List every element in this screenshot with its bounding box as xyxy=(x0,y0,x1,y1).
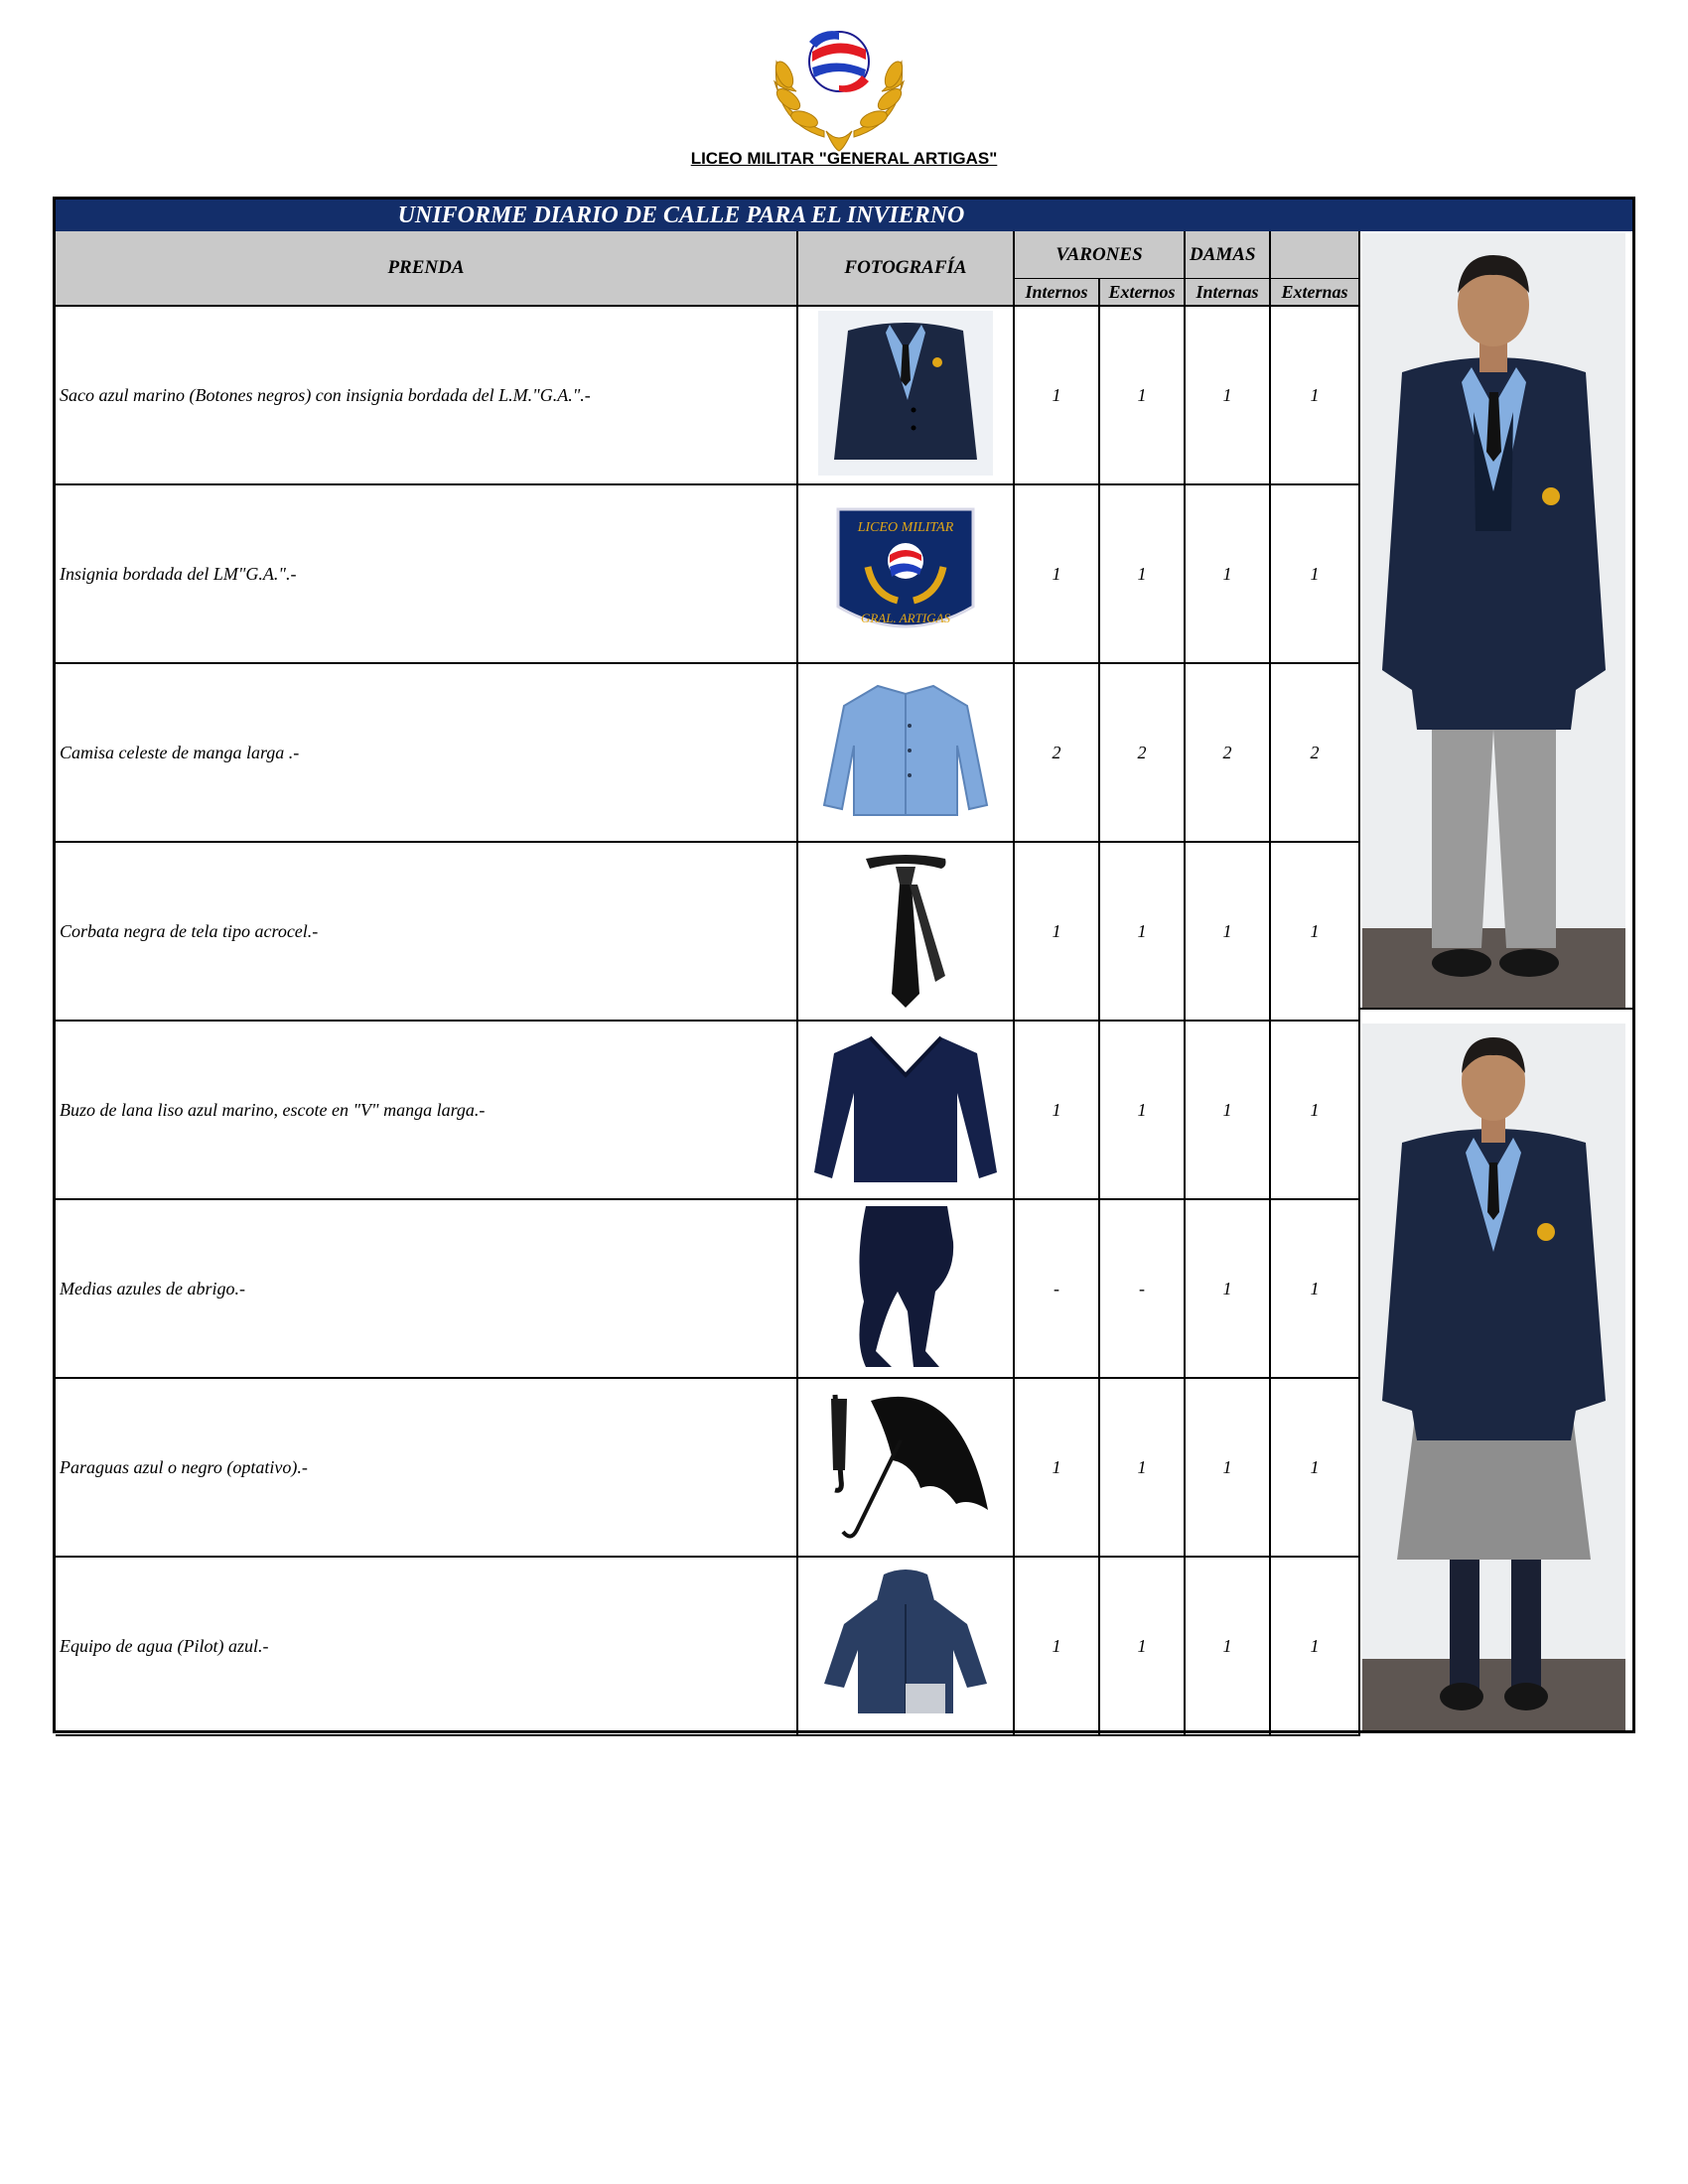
cell-damas-externas: 1 xyxy=(1271,485,1360,664)
cell-varones-internos: - xyxy=(1015,1200,1100,1379)
cell-prenda: Insignia bordada del LM"G.A.".- xyxy=(56,485,798,664)
table-title: UNIFORME DIARIO DE CALLE PARA EL INVIERNO xyxy=(397,203,965,228)
cell-prenda: Buzo de lana liso azul marino, escote en "V" manga larga.- xyxy=(56,1022,798,1200)
cell-varones-internos: 1 xyxy=(1015,1558,1100,1736)
cell-damas-internas: 1 xyxy=(1186,1558,1271,1736)
badge-top-text: LICEO MILITAR xyxy=(857,519,954,535)
cell-varones-externos: 1 xyxy=(1100,307,1186,485)
cell-damas-internas: 1 xyxy=(1186,1022,1271,1200)
school-logo xyxy=(765,20,914,154)
cell-damas-internas: 1 xyxy=(1186,485,1271,664)
cell-varones-externos: 2 xyxy=(1100,664,1186,843)
col-header-fotografia: FOTOGRAFÍA xyxy=(798,231,1015,307)
cell-damas-externas: 1 xyxy=(1271,1558,1360,1736)
cell-varones-internos: 1 xyxy=(1015,485,1100,664)
cell-damas-externas: 1 xyxy=(1271,1379,1360,1558)
table-frame xyxy=(53,197,1635,1733)
cell-damas-externas: 1 xyxy=(1271,307,1360,485)
school-name: LICEO MILITAR "GENERAL ARTIGAS" xyxy=(690,149,998,168)
cell-prenda: Paraguas azul o negro (optativo).- xyxy=(56,1379,798,1558)
cell-varones-externos: 1 xyxy=(1100,1022,1186,1200)
cell-damas-internas: 1 xyxy=(1186,843,1271,1022)
cell-varones-externos: 1 xyxy=(1100,1379,1186,1558)
cell-varones-externos: 1 xyxy=(1100,485,1186,664)
cell-varones-externos: 1 xyxy=(1100,843,1186,1022)
cell-varones-internos: 1 xyxy=(1015,1022,1100,1200)
subheader-varones-externos: Externos xyxy=(1100,279,1186,307)
subheader-varones-internos: Internos xyxy=(1015,279,1100,307)
cell-damas-internas: 1 xyxy=(1186,1200,1271,1379)
cell-damas-externas: 1 xyxy=(1271,843,1360,1022)
cell-damas-internas: 1 xyxy=(1186,307,1271,485)
cell-prenda: Equipo de agua (Pilot) azul.- xyxy=(56,1558,798,1736)
subheader-damas-internas: Internas xyxy=(1186,279,1271,307)
badge-bottom-text: GRAL. ARTIGAS xyxy=(860,610,951,625)
cell-damas-externas: 1 xyxy=(1271,1200,1360,1379)
cell-damas-internas: 1 xyxy=(1186,1379,1271,1558)
subheader-damas-externas: Externas xyxy=(1271,279,1360,307)
cell-varones-internos: 1 xyxy=(1015,1379,1100,1558)
cell-prenda: Saco azul marino (Botones negros) con insignia bordada del L.M."G.A.".- xyxy=(56,307,798,485)
col-header-prenda: PRENDA xyxy=(56,231,798,307)
col-header-varones: VARONES xyxy=(1015,231,1186,279)
cell-damas-internas: 2 xyxy=(1186,664,1271,843)
col-header-damas: DAMAS xyxy=(1186,231,1271,279)
cell-prenda: Medias azules de abrigo.- xyxy=(56,1200,798,1379)
cell-damas-externas: 1 xyxy=(1271,1022,1360,1200)
cell-varones-internos: 2 xyxy=(1015,664,1100,843)
cell-varones-externos: 1 xyxy=(1100,1558,1186,1736)
cell-damas-externas: 2 xyxy=(1271,664,1360,843)
cell-varones-externos: - xyxy=(1100,1200,1186,1379)
cell-varones-internos: 1 xyxy=(1015,843,1100,1022)
cell-prenda: Camisa celeste de manga larga .- xyxy=(56,664,798,843)
cell-prenda: Corbata negra de tela tipo acrocel.- xyxy=(56,843,798,1022)
cell-varones-internos: 1 xyxy=(1015,307,1100,485)
